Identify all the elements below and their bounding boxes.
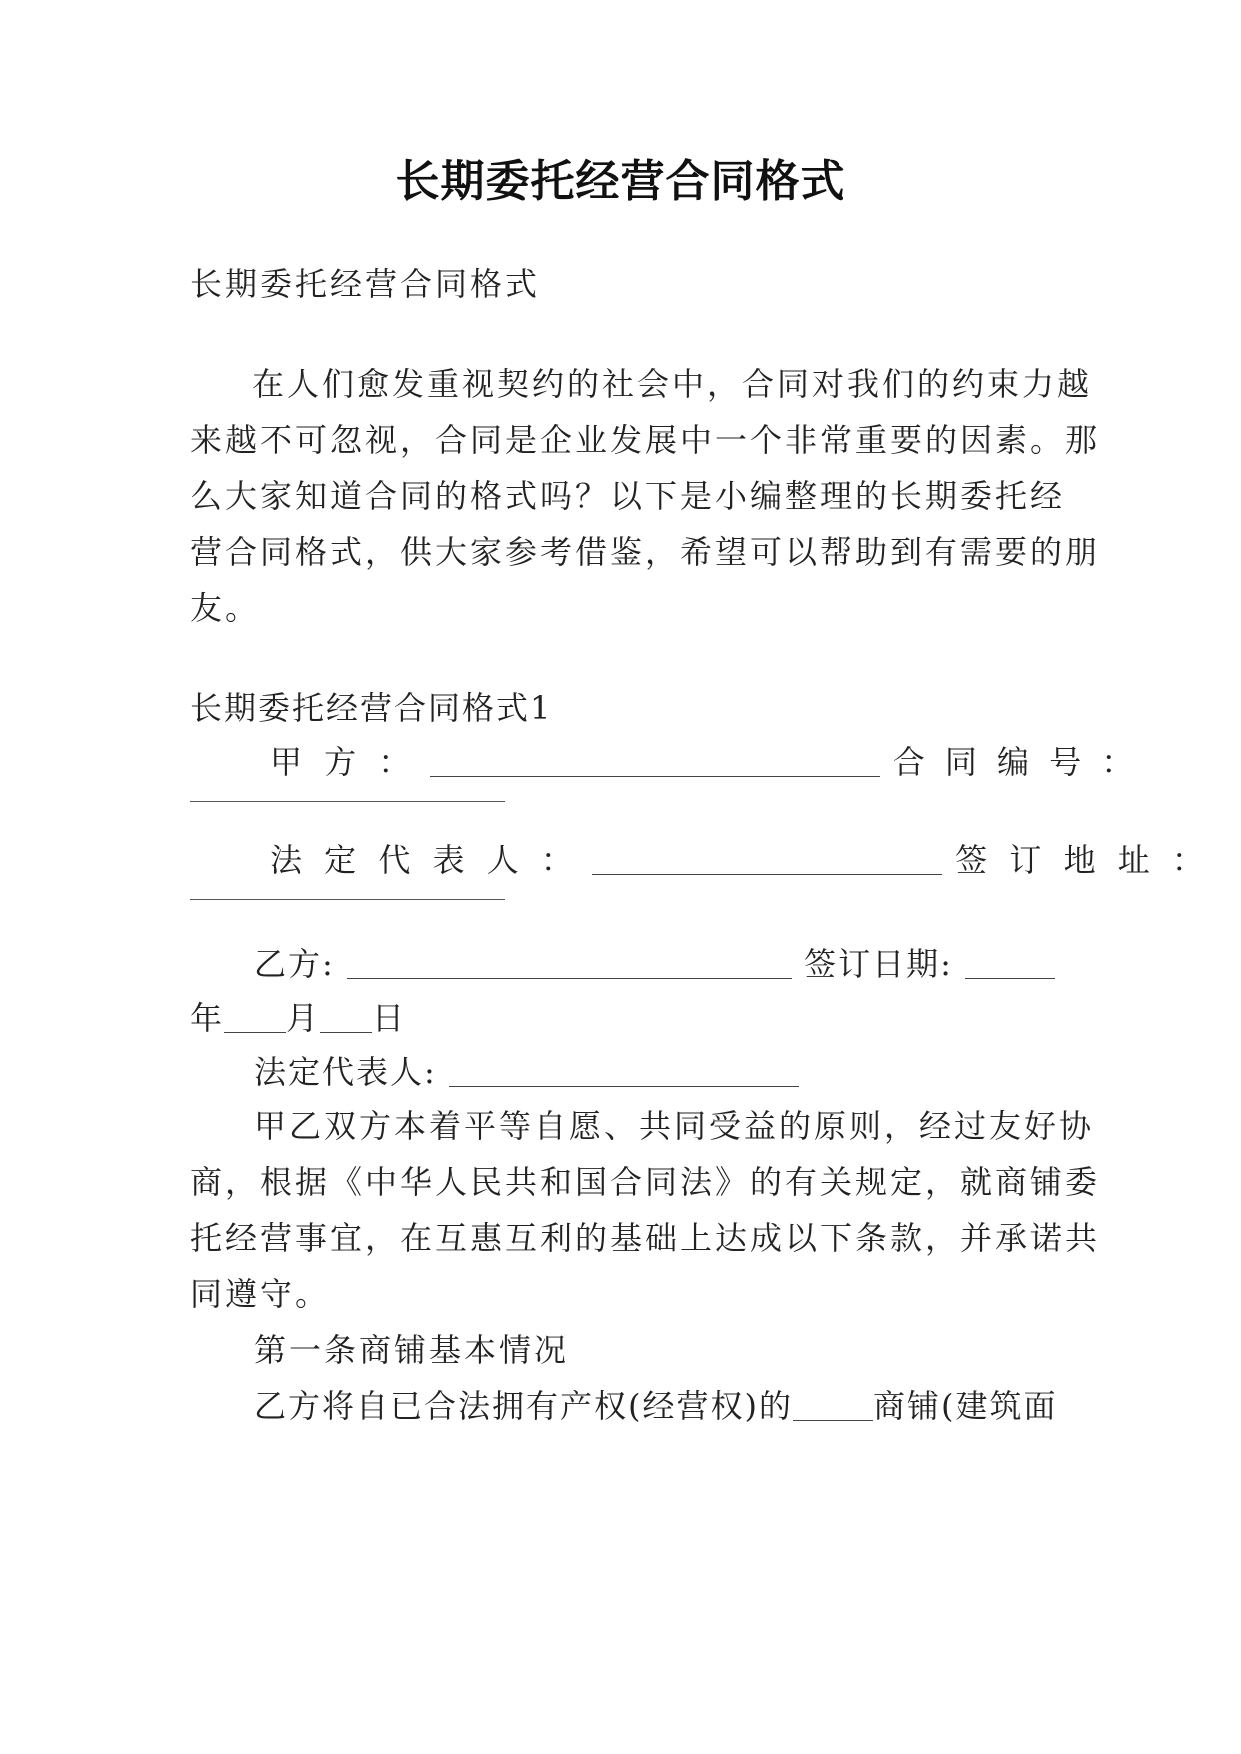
intro-line-2: 来越不可忽视，合同是企业发展中一个非常重要的因素。那 — [190, 421, 1101, 459]
day-char: 日 — [372, 999, 407, 1037]
intro-line-1: 在人们愈发重视契约的社会中，合同对我们的约束力越 — [252, 365, 1093, 403]
sign-date-row — [190, 996, 1060, 1040]
legal-rep-a-field[interactable] — [592, 846, 942, 875]
legal-rep-b-row — [254, 1050, 1124, 1094]
document-title: 长期委托经营合同格式 — [395, 156, 846, 207]
party-a-row — [270, 740, 1139, 784]
sign-date-day-field[interactable] — [320, 1004, 372, 1033]
legal-rep-b-label: 法定代表人: — [254, 1053, 437, 1091]
sign-date-year-field[interactable] — [965, 950, 1055, 979]
article-1-text-b: 商铺(建筑面 — [872, 1387, 1058, 1425]
article-1-text-a: 乙方将自已合法拥有产权(经营权)的 — [254, 1387, 793, 1425]
sign-date-label: 签订日期: — [804, 945, 953, 983]
agreement-line-4: 同遵守。 — [190, 1275, 331, 1313]
party-b-field[interactable] — [347, 950, 792, 979]
intro-line-3: 么大家知道合同的格式吗？以下是小编整理的长期委托经 — [190, 477, 1066, 515]
sign-date-month-field[interactable] — [224, 1004, 286, 1033]
section-heading: 长期委托经营合同格式1 — [190, 689, 553, 727]
agreement-line-1: 甲乙双方本着平等自愿、共同受益的原则，经过友好协 — [254, 1107, 1095, 1145]
year-char: 年 — [190, 999, 225, 1037]
sign-address-field[interactable] — [190, 898, 505, 900]
legal-rep-a-row — [270, 838, 1210, 882]
shop-name-field[interactable] — [793, 1392, 873, 1421]
agreement-line-2: 商，根据《中华人民共和国合同法》的有关规定，就商铺委 — [190, 1163, 1101, 1201]
party-b-row — [254, 942, 1064, 986]
contract-no-field[interactable] — [190, 800, 505, 802]
contract-no-label: 合 同 编 号 ： — [892, 743, 1139, 781]
legal-rep-b-field[interactable] — [449, 1058, 799, 1087]
party-b-label: 乙方: — [254, 945, 335, 983]
intro-line-5: 友。 — [190, 589, 261, 627]
document-subtitle: 长期委托经营合同格式 — [190, 265, 541, 303]
legal-rep-a-label: 法 定 代 表 人 ： — [270, 841, 579, 879]
article-1-text — [254, 1384, 1124, 1428]
intro-line-4: 营合同格式，供大家参考借鉴，希望可以帮助到有需要的朋 — [190, 533, 1101, 571]
article-1-heading: 第一条商铺基本情况 — [254, 1331, 570, 1369]
sign-address-label: 签 订 地 址 ： — [955, 841, 1210, 879]
agreement-line-3: 托经营事宜，在互惠互利的基础上达成以下条款，并承诺共 — [190, 1219, 1101, 1257]
month-char: 月 — [286, 999, 321, 1037]
party-a-field[interactable] — [430, 748, 880, 777]
party-a-label: 甲 方 ： — [270, 743, 417, 781]
